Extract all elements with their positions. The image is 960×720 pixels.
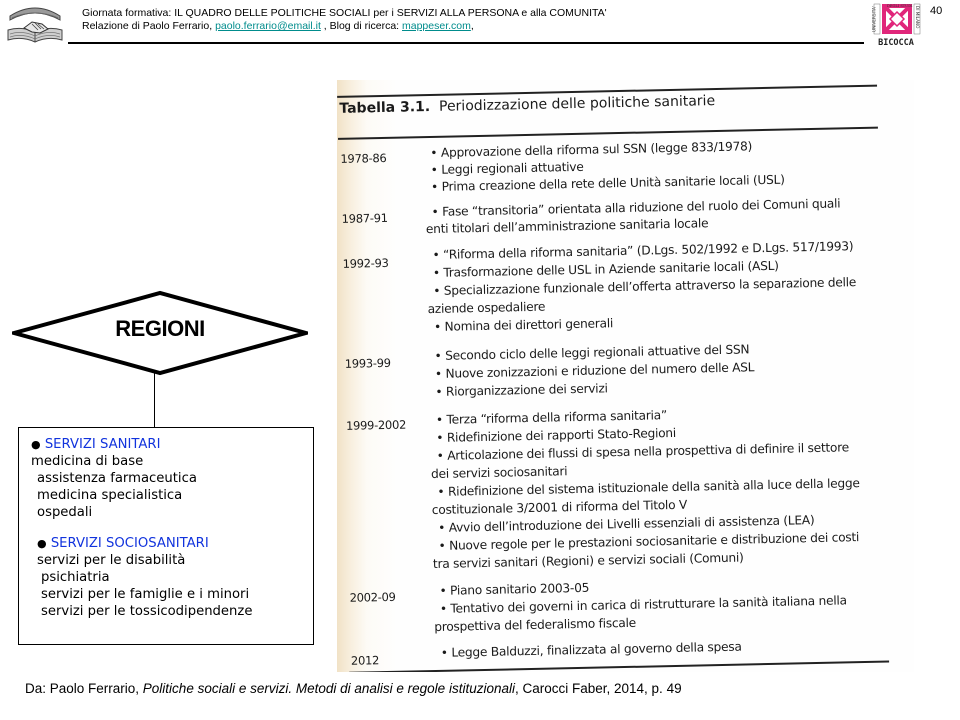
blog-link[interactable]: mappeser.com <box>402 20 471 32</box>
table-line: enti titolari dell’amministrazione sanitaria locale <box>425 216 709 237</box>
diamond-label: REGIONI <box>115 316 205 341</box>
table-line: • “Riforma della riforma sanitaria” (D.Lgs. 502/1992 e D.Lgs. 517/1993) <box>432 239 854 262</box>
logo-bottom-text: BICOCCA <box>878 38 914 48</box>
table-line: • Riorganizzazione dei servizi <box>435 381 608 399</box>
logo-right-text: DI MILANO <box>915 6 920 29</box>
connector-line <box>154 372 155 427</box>
citation-suffix: , Carocci Faber, 2014, p. 49 <box>514 681 682 696</box>
period-label: 1978-86 <box>340 150 387 166</box>
event-title: Giornata formativa: IL QUADRO DELLE POLITICHE SOCIALI per i SERVIZI ALLA PERSONA e alla COMUNITA' <box>82 7 607 19</box>
list-item: psichiatria <box>41 570 110 585</box>
table-line: • Ridefinizione del sistema istituzionale della sanità alla luce della legge <box>437 476 860 499</box>
book-title: Politiche sociali e servizi. Metodi di analisi e regole istituzionali <box>142 681 515 696</box>
table-caption: Periodizzazione delle politiche sanitarie <box>438 93 716 115</box>
table-line: aziende ospedaliere <box>427 299 546 317</box>
table-line: • Piano sanitario 2003-05 <box>439 580 590 598</box>
period-label: 1992-93 <box>342 255 389 271</box>
period-label: 2002-09 <box>349 589 396 605</box>
author-suffix: , <box>470 20 474 32</box>
header-divider <box>68 42 864 44</box>
table-line: • Nomina dei direttori generali <box>433 316 614 334</box>
list-item: servizi per le disabilità <box>37 553 186 568</box>
author-line <box>82 20 607 33</box>
bullet-icon: ● <box>31 438 41 451</box>
table-header-rule <box>338 127 878 140</box>
list-item: servizi per le tossicodipendenze <box>41 604 253 619</box>
table-line: • Ridefinizione dei rapporti Stato-Regioni <box>436 425 677 445</box>
list-item: medicina di base <box>31 454 144 469</box>
logo-top-text: DEGLI STUDI <box>887 4 913 8</box>
heading-text: SERVIZI SOCIOSANITARI <box>50 536 209 551</box>
table-line: • Nuove zonizzazioni e riduzione del numero delle ASL <box>434 360 755 381</box>
table-bottom-rule <box>349 661 889 672</box>
period-label: 1987-91 <box>341 210 388 226</box>
table-line: • Prima creazione della rete delle Unità sanitarie locali (USL) <box>430 172 785 194</box>
citation-prefix: Da: Paolo Ferrario, <box>25 681 143 696</box>
table-line: • Nuove regole per le prestazioni sociosanitarie e distribuzione dei costi <box>438 530 860 553</box>
section-heading-sanitari <box>31 436 313 453</box>
list-item: assistenza farmaceutica <box>37 471 197 486</box>
table-line: dei servizi sociosanitari <box>430 464 568 482</box>
blog-prefix: , Blog di ricerca: <box>320 20 402 32</box>
table-line: • Terza “riforma della riforma sanitaria” <box>435 408 668 427</box>
section-heading-sociosanitari <box>31 535 313 552</box>
handshake-book-logo <box>4 2 66 46</box>
scanned-table-image <box>337 80 914 672</box>
list-item: servizi per le famiglie e i minori <box>41 587 250 602</box>
author-prefix: Relazione di Paolo Ferrario, <box>82 20 216 32</box>
universita-bicocca-logo <box>870 2 922 48</box>
logo-left-text: UNIVERSITA' <box>871 6 877 32</box>
heading-text: SERVIZI SANITARI <box>44 437 161 452</box>
table-line: • Secondo ciclo delle leggi regionali attuative del SSN <box>434 342 750 363</box>
table-line: • Specializzazione funzionale dell’offerta attraverso la separazione delle <box>433 275 857 298</box>
bullet-icon: ● <box>37 537 47 550</box>
table-line: • Articolazione dei flussi di spesa nella prospettiva di definire il settore <box>436 440 850 463</box>
list-item: medicina specialistica <box>37 488 183 503</box>
source-citation <box>25 681 682 696</box>
period-label: 1993-99 <box>344 355 391 371</box>
header-text <box>82 7 607 33</box>
table-line: • Avvio dell’introduzione dei Livelli essenziali di assistenza (LEA) <box>438 513 815 535</box>
table-line: costituzionale 3/2001 di riforma del Titolo V <box>431 497 688 518</box>
period-label: 2012 <box>350 653 380 668</box>
list-item: ospedali <box>37 505 93 520</box>
table-line: • Legge Balduzzi, finalizzata al governo della spesa <box>440 639 742 660</box>
table-line: prospettiva del federalismo fiscale <box>434 615 637 635</box>
table-line: • Tentativo dei governi in carica di ristrutturare la sanità italiana nella <box>439 593 847 616</box>
table-line: • Fase “transitoria” orientata alla riduzione del ruolo dei Comuni quali <box>431 196 841 219</box>
table-line: • Trasformazione delle USL in Aziende sanitarie locali (ASL) <box>432 258 779 280</box>
period-label: 1999-2002 <box>345 417 407 433</box>
table-line: • Leggi regionali attuative <box>430 159 584 177</box>
table-line: tra servizi sanitari (Regioni) e servizi sociali (Comuni) <box>432 550 744 572</box>
slide-number: 40 <box>930 5 943 17</box>
table-line: • Approvazione della riforma sul SSN (legge 833/1978) <box>430 139 753 160</box>
table-label: Tabella 3.1. <box>339 98 431 117</box>
services-box <box>18 427 314 645</box>
email-link[interactable]: paolo.ferrario@email.it <box>215 20 321 32</box>
